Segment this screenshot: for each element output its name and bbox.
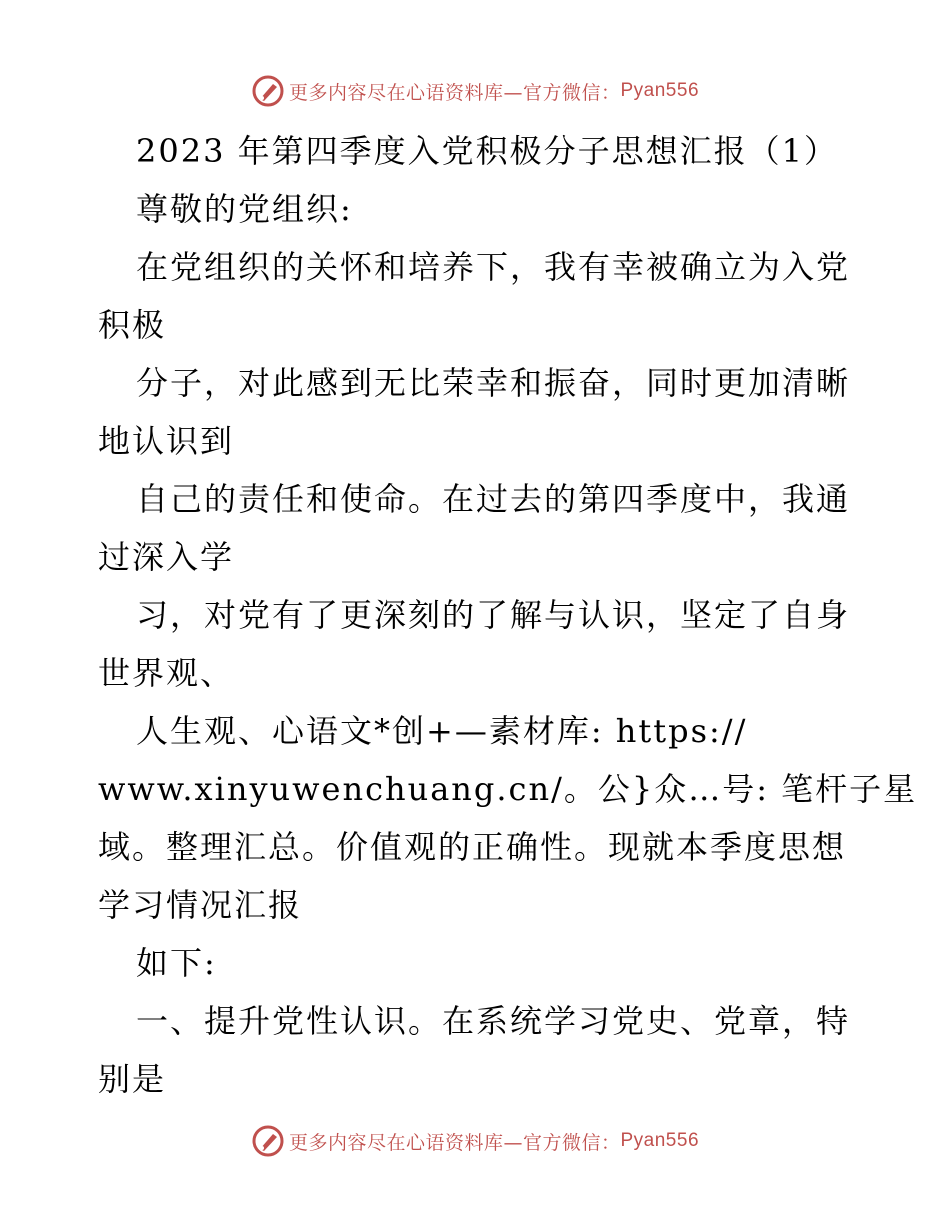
salutation: 尊敬的党组织: (136, 190, 353, 228)
body-line: 在党组织的关怀和培养下，我有幸被确立为入党 (136, 248, 851, 286)
body-line: 如下: (136, 944, 217, 982)
doc-title: 2023 年第四季度入党积极分子思想汇报（1） (136, 132, 838, 170)
body-line: 习，对党有了更深刻的了解与认识，坚定了自身 (136, 596, 851, 634)
body-line: 域。整理汇总。价值观的正确性。现就本季度思想 (98, 828, 847, 866)
body-line: 世界观、 (98, 654, 235, 692)
body-line: 分子，对此感到无比荣幸和振奋，同时更加清晰 (136, 364, 851, 402)
header-watermark (0, 74, 950, 108)
fountain-pen-logo-icon (251, 74, 285, 108)
body-line: 人生观、心语文*创+—素材库: https:// (136, 712, 748, 750)
footer-watermark (0, 1124, 950, 1158)
body-line: 过深入学 (98, 538, 235, 576)
body-line: 地认识到 (98, 422, 235, 460)
body-line: 一、提升党性认识。在系统学习党史、党章，特 (136, 1002, 851, 1040)
body-line: www.xinyuwenchuang.cn/。公}众…号: 笔杆子星 (98, 770, 918, 808)
watermark-text: 更多内容尽在心语资料库—官方微信： (288, 1131, 621, 1154)
body-line: 积极 (98, 306, 167, 344)
watermark-text: 更多内容尽在心语资料库—官方微信： (288, 81, 621, 104)
body-line: 自己的责任和使命。在过去的第四季度中，我通 (136, 480, 851, 518)
fountain-pen-logo-icon (251, 1124, 285, 1158)
body-line: 别是 (98, 1060, 167, 1098)
watermark-handle: Pyan556 (620, 1130, 700, 1151)
body-line: 学习情况汇报 (98, 886, 303, 924)
watermark-handle: Pyan556 (620, 80, 700, 101)
document-body (98, 122, 918, 1108)
